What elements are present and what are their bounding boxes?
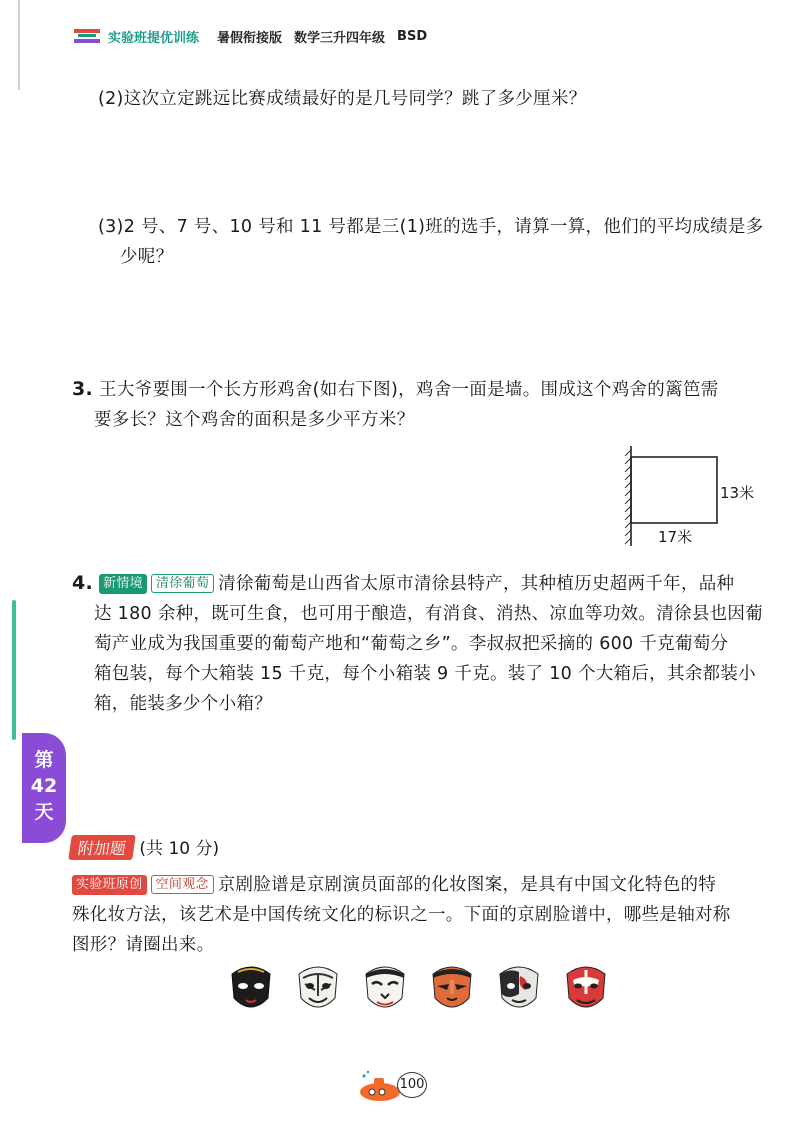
bonus-line3: 图形？请圈出来。 xyxy=(72,935,215,955)
problem-4-line1: 清徐葡萄是山西省太原市清徐县特产，其种植历史超两千年，品种 xyxy=(218,574,735,594)
white-patterned-mask-icon xyxy=(295,964,341,1014)
orange-mask-icon xyxy=(429,964,475,1014)
bonus-question xyxy=(72,870,794,960)
page-header xyxy=(72,22,439,50)
version-label: BSD xyxy=(397,28,428,44)
question-2: (2)这次立定跳远比赛成绩最好的是几号同学？跳了多少厘米？ xyxy=(98,89,587,109)
day-tab-prefix: 第 xyxy=(34,749,54,771)
side-accent-bar xyxy=(12,600,16,740)
question-3-line1: (3)2 号、7 号、10 号和 11 号都是三(1)班的选手，请算一算，他们的平均成绩是多 xyxy=(98,217,764,237)
page-number: 100 xyxy=(397,1072,427,1098)
asymmetric-mask-icon xyxy=(496,964,542,1014)
page-number-badge xyxy=(358,1066,428,1106)
coop-height-label: 13米 xyxy=(720,484,755,502)
problem-4-line3: 萄产业成为我国重要的葡萄产地和“葡萄之乡”。李叔叔把采摘的 600 千克葡萄分 xyxy=(94,634,729,654)
submarine-icon xyxy=(358,1070,402,1104)
bonus-line2: 殊化妆方法，该艺术是中国传统文化的标识之一。下面的京剧脸谱中，哪些是轴对称 xyxy=(72,905,731,925)
problem-4-number: 4. xyxy=(72,572,94,594)
bonus-score: (共 10 分) xyxy=(139,839,220,859)
brand-title: 实验班提优训练 xyxy=(108,30,200,46)
day-tab-number: 42 xyxy=(30,775,58,797)
chicken-coop-figure xyxy=(616,444,766,548)
binding-line xyxy=(18,0,20,90)
question-3-line2: 少呢？ xyxy=(120,247,174,267)
bonus-label: 附加题 xyxy=(68,835,136,860)
question-3 xyxy=(98,212,788,272)
topic-tag: 清徐葡萄 xyxy=(151,574,214,593)
bonus-line1: 京剧脸谱是京剧演员面部的化妆图案，是具有中国文化特色的特 xyxy=(217,875,717,895)
problem-3-line1: 王大爷要围一个长方形鸡舍(如右下图)，鸡舍一面是墙。围成这个鸡舍的篱笆需 xyxy=(99,380,719,400)
brand-logo-icon xyxy=(72,25,102,47)
edition-label: 暑假衔接版 xyxy=(217,30,283,46)
white-mask-icon xyxy=(362,964,408,1014)
day-tab-suffix: 天 xyxy=(34,801,54,823)
problem-3-number: 3. xyxy=(72,378,94,400)
new-context-tag: 新情境 xyxy=(99,574,147,594)
problem-4 xyxy=(72,568,794,719)
problem-4-line2: 达 180 余种，既可生食，也可用于酿造，有消食、消热、凉血等功效。清徐县也因葡 xyxy=(94,604,764,624)
original-tag: 实验班原创 xyxy=(72,875,147,895)
day-tab xyxy=(22,733,66,843)
opera-masks-row xyxy=(228,964,609,1014)
problem-4-line4: 箱包装，每个大箱装 15 千克，每个小箱装 9 千克。装了 10 个大箱后，其余都装小 xyxy=(94,664,756,684)
spatial-concept-tag: 空间观念 xyxy=(151,875,214,894)
problem-3-line2: 要多长？这个鸡舍的面积是多少平方米？ xyxy=(94,410,415,430)
bonus-heading xyxy=(70,834,219,860)
coop-width-label: 17米 xyxy=(658,528,693,546)
black-mask-icon xyxy=(228,964,274,1014)
subject-label: 数学三升四年级 xyxy=(294,30,386,46)
problem-3 xyxy=(72,374,792,435)
problem-4-line5: 箱，能装多少个小箱？ xyxy=(94,694,272,714)
red-mask-icon xyxy=(563,964,609,1014)
